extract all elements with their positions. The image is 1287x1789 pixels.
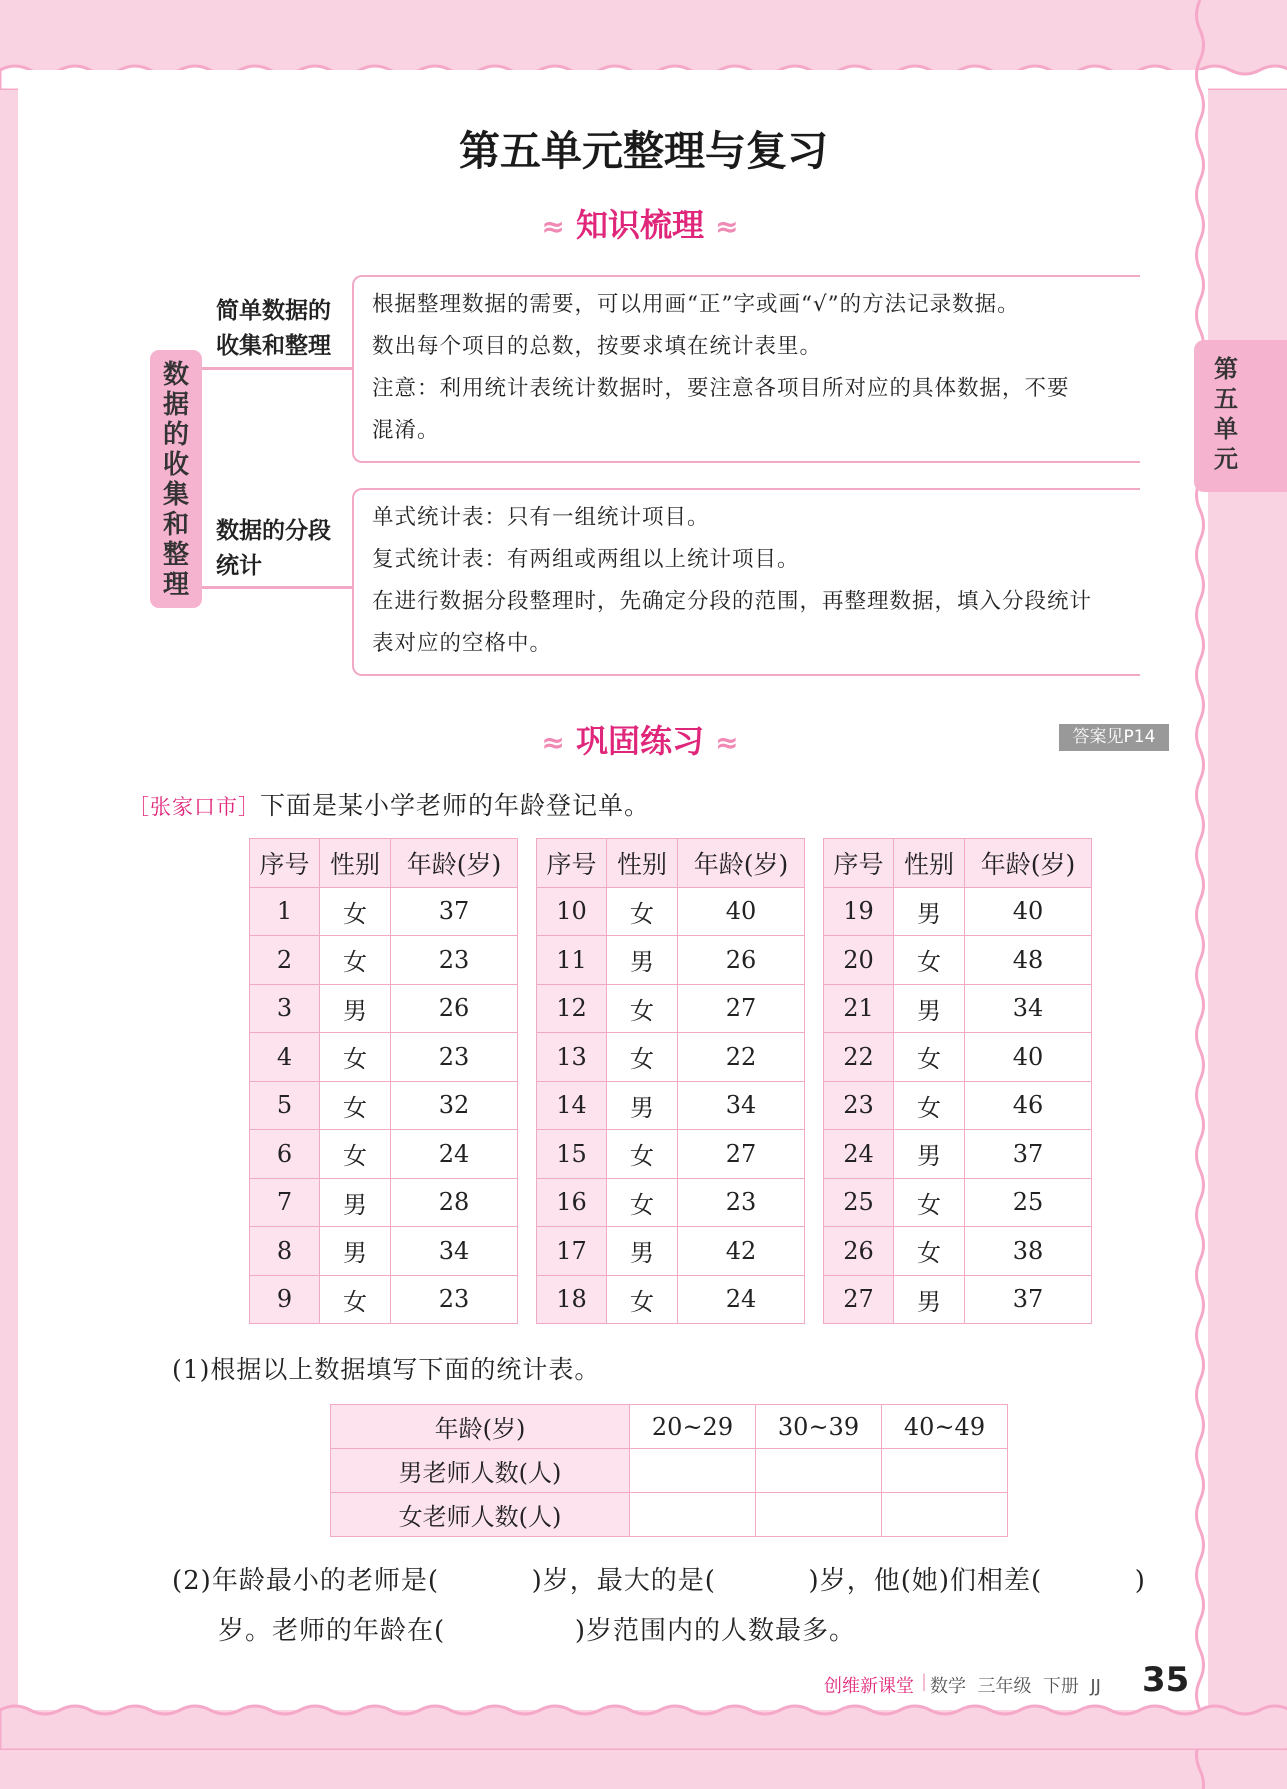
mindmap-root-label: 数据的收集和整理 <box>162 360 189 600</box>
gender-cell: 女 <box>607 984 678 1033</box>
stat-row-header: 男老师人数(人) <box>331 1449 630 1493</box>
index-cell: 26 <box>824 1227 894 1276</box>
gender-cell: 女 <box>320 936 391 985</box>
index-cell: 7 <box>250 1178 320 1227</box>
age-table-1 <box>249 838 518 1324</box>
gender-cell: 男 <box>894 1275 965 1324</box>
age-cell: 28 <box>391 1178 518 1227</box>
age-cell: 48 <box>965 936 1092 985</box>
age-cell: 27 <box>678 984 805 1033</box>
gender-cell: 女 <box>894 936 965 985</box>
index-cell: 23 <box>824 1081 894 1130</box>
col-header-index: 序号 <box>824 839 894 888</box>
table-row <box>537 1081 805 1130</box>
stat-row-header: 年龄(岁) <box>331 1405 630 1449</box>
unit-side-tab-label: 第五单元 <box>1214 355 1238 473</box>
table-row <box>537 887 805 936</box>
gender-cell: 男 <box>320 984 391 1033</box>
index-cell: 9 <box>250 1275 320 1324</box>
stat-col-header: 30~39 <box>756 1405 882 1449</box>
table-row <box>537 1130 805 1179</box>
age-cell: 23 <box>391 936 518 985</box>
knowledge-line: 复式统计表：有两组或两组以上统计项目。 <box>372 547 800 572</box>
wave-right-icon: ≈ <box>715 726 739 759</box>
gender-cell: 女 <box>607 1033 678 1082</box>
table-row <box>824 1081 1092 1130</box>
wave-right-icon: ≈ <box>715 210 739 243</box>
gender-cell: 男 <box>894 1130 965 1179</box>
sub-question-2-line-1: (2)年龄最小的老师是( )岁，最大的是( )岁，他(她)们相差( ) <box>172 1566 1146 1596</box>
table-row <box>250 1275 518 1324</box>
index-cell: 11 <box>537 936 607 985</box>
age-cell: 37 <box>391 887 518 936</box>
index-cell: 25 <box>824 1178 894 1227</box>
age-cell: 40 <box>965 1033 1092 1082</box>
stat-col-header: 40~49 <box>882 1405 1008 1449</box>
index-cell: 2 <box>250 936 320 985</box>
knowledge-line: 在进行数据分段整理时，先确定分段的范围，再整理数据，填入分段统计 <box>372 589 1093 614</box>
gender-cell: 女 <box>320 1081 391 1130</box>
table-row <box>824 1178 1092 1227</box>
age-cell: 34 <box>965 984 1092 1033</box>
index-cell: 27 <box>824 1275 894 1324</box>
age-cell: 24 <box>678 1275 805 1324</box>
index-cell: 15 <box>537 1130 607 1179</box>
mindmap-root <box>150 350 202 608</box>
section-practice-label: 巩固练习 <box>575 722 704 760</box>
index-cell: 21 <box>824 984 894 1033</box>
age-cell: 46 <box>965 1081 1092 1130</box>
gender-cell: 女 <box>607 1130 678 1179</box>
gender-cell: 女 <box>607 1275 678 1324</box>
col-header-gender: 性别 <box>320 839 391 888</box>
knowledge-line: 数出每个项目的总数，按要求填在统计表里。 <box>372 334 823 359</box>
index-cell: 16 <box>537 1178 607 1227</box>
age-cell: 25 <box>965 1178 1092 1227</box>
index-cell: 5 <box>250 1081 320 1130</box>
index-cell: 3 <box>250 984 320 1033</box>
gender-cell: 女 <box>320 887 391 936</box>
table-row <box>824 1275 1092 1324</box>
section-knowledge-label: 知识梳理 <box>575 206 704 244</box>
gender-cell: 女 <box>320 1275 391 1324</box>
question-text: 下面是某小学老师的年龄登记单。 <box>260 791 651 820</box>
branch-box-segment <box>352 488 1140 676</box>
table-row <box>250 984 518 1033</box>
index-cell: 4 <box>250 1033 320 1082</box>
index-cell: 12 <box>537 984 607 1033</box>
gender-cell: 男 <box>607 936 678 985</box>
knowledge-line: 混淆。 <box>372 418 440 443</box>
stat-blank-cell[interactable] <box>756 1449 882 1493</box>
gender-cell: 女 <box>320 1130 391 1179</box>
bottom-wave-border <box>0 1690 1287 1750</box>
index-cell: 10 <box>537 887 607 936</box>
age-cell: 27 <box>678 1130 805 1179</box>
stat-row-header: 女老师人数(人) <box>331 1493 630 1537</box>
index-cell: 19 <box>824 887 894 936</box>
section-practice <box>540 716 740 762</box>
sub-question-2-line-2: 岁。老师的年龄在( )岁范围内的人数最多。 <box>218 1616 856 1646</box>
age-cell: 34 <box>678 1081 805 1130</box>
table-row <box>537 1275 805 1324</box>
age-cell: 26 <box>678 936 805 985</box>
age-cell: 40 <box>965 887 1092 936</box>
stat-blank-cell[interactable] <box>882 1493 1008 1537</box>
gender-cell: 女 <box>320 1033 391 1082</box>
connector-line <box>202 586 352 589</box>
table-row <box>250 1033 518 1082</box>
stat-col-header: 20~29 <box>630 1405 756 1449</box>
table-row <box>824 984 1092 1033</box>
table-row <box>537 984 805 1033</box>
answer-reference-badge: 答案见P14 <box>1059 724 1169 751</box>
table-row <box>537 1178 805 1227</box>
col-header-index: 序号 <box>537 839 607 888</box>
table-row <box>537 1033 805 1082</box>
col-header-index: 序号 <box>250 839 320 888</box>
table-row <box>537 1227 805 1276</box>
age-cell: 24 <box>391 1130 518 1179</box>
footer-divider: | <box>921 1671 928 1692</box>
gender-cell: 男 <box>894 887 965 936</box>
age-table-2 <box>536 838 805 1324</box>
question-line <box>128 786 650 822</box>
gender-cell: 女 <box>894 1033 965 1082</box>
age-cell: 26 <box>391 984 518 1033</box>
stat-blank-cell[interactable] <box>756 1493 882 1537</box>
knowledge-line: 表对应的空格中。 <box>372 631 553 656</box>
table-row <box>250 1081 518 1130</box>
age-cell: 37 <box>965 1130 1092 1179</box>
index-cell: 18 <box>537 1275 607 1324</box>
sub-question-1: (1)根据以上数据填写下面的统计表。 <box>172 1355 601 1384</box>
index-cell: 13 <box>537 1033 607 1082</box>
unit-side-tab <box>1194 340 1287 492</box>
question-source: ［张家口市］ <box>128 795 260 819</box>
branch-title-segment: 数据的分段 统计 <box>216 518 331 579</box>
stat-blank-cell[interactable] <box>630 1493 756 1537</box>
table-row <box>537 936 805 985</box>
col-header-age: 年龄(岁) <box>678 839 805 888</box>
col-header-gender: 性别 <box>894 839 965 888</box>
footer-brand: 创维新课堂 <box>824 1676 914 1697</box>
index-cell: 20 <box>824 936 894 985</box>
age-cell: 23 <box>678 1178 805 1227</box>
index-cell: 17 <box>537 1227 607 1276</box>
age-cell: 23 <box>391 1275 518 1324</box>
table-row <box>824 1227 1092 1276</box>
age-cell: 23 <box>391 1033 518 1082</box>
gender-cell: 男 <box>894 984 965 1033</box>
stat-blank-cell[interactable] <box>882 1449 1008 1493</box>
gender-cell: 女 <box>894 1227 965 1276</box>
age-cell: 22 <box>678 1033 805 1082</box>
table-row <box>824 887 1092 936</box>
table-row <box>250 936 518 985</box>
wave-left-icon: ≈ <box>541 210 565 243</box>
statistics-table <box>330 1404 1008 1537</box>
gender-cell: 女 <box>607 1178 678 1227</box>
index-cell: 14 <box>537 1081 607 1130</box>
page-number: 35 <box>1142 1660 1190 1700</box>
age-cell: 32 <box>391 1081 518 1130</box>
gender-cell: 女 <box>894 1178 965 1227</box>
table-row <box>250 1227 518 1276</box>
age-cell: 42 <box>678 1227 805 1276</box>
table-row <box>824 1033 1092 1082</box>
gender-cell: 女 <box>607 887 678 936</box>
table-row <box>250 1130 518 1179</box>
wave-left-icon: ≈ <box>541 726 565 759</box>
knowledge-line: 注意：利用统计表统计数据时，要注意各项目所对应的具体数据，不要 <box>372 376 1070 401</box>
table-row <box>824 1130 1092 1179</box>
age-cell: 38 <box>965 1227 1092 1276</box>
col-header-age: 年龄(岁) <box>391 839 518 888</box>
index-cell: 1 <box>250 887 320 936</box>
table-row <box>250 1178 518 1227</box>
right-wave-border <box>1180 0 1220 1789</box>
gender-cell: 男 <box>320 1227 391 1276</box>
branch-box-simple <box>352 275 1140 463</box>
index-cell: 6 <box>250 1130 320 1179</box>
age-cell: 37 <box>965 1275 1092 1324</box>
gender-cell: 男 <box>607 1081 678 1130</box>
knowledge-line: 单式统计表：只有一组统计项目。 <box>372 505 710 530</box>
index-cell: 24 <box>824 1130 894 1179</box>
stat-blank-cell[interactable] <box>630 1449 756 1493</box>
section-knowledge <box>540 200 740 246</box>
gender-cell: 男 <box>607 1227 678 1276</box>
col-header-age: 年龄(岁) <box>965 839 1092 888</box>
index-cell: 8 <box>250 1227 320 1276</box>
age-cell: 40 <box>678 887 805 936</box>
age-cell: 34 <box>391 1227 518 1276</box>
gender-cell: 女 <box>894 1081 965 1130</box>
index-cell: 22 <box>824 1033 894 1082</box>
page-title: 第五单元整理与复习 <box>459 127 828 175</box>
connector-line <box>202 367 352 370</box>
gender-cell: 男 <box>320 1178 391 1227</box>
age-table-3 <box>823 838 1092 1324</box>
footer-meta: 数学 三年级 下册 JJ <box>930 1676 1101 1697</box>
col-header-gender: 性别 <box>607 839 678 888</box>
knowledge-line: 根据整理数据的需要，可以用画“正”字或画“√”的方法记录数据。 <box>372 292 1020 317</box>
table-row <box>250 887 518 936</box>
table-row <box>824 936 1092 985</box>
branch-title-simple: 简单数据的 收集和整理 <box>216 298 331 359</box>
